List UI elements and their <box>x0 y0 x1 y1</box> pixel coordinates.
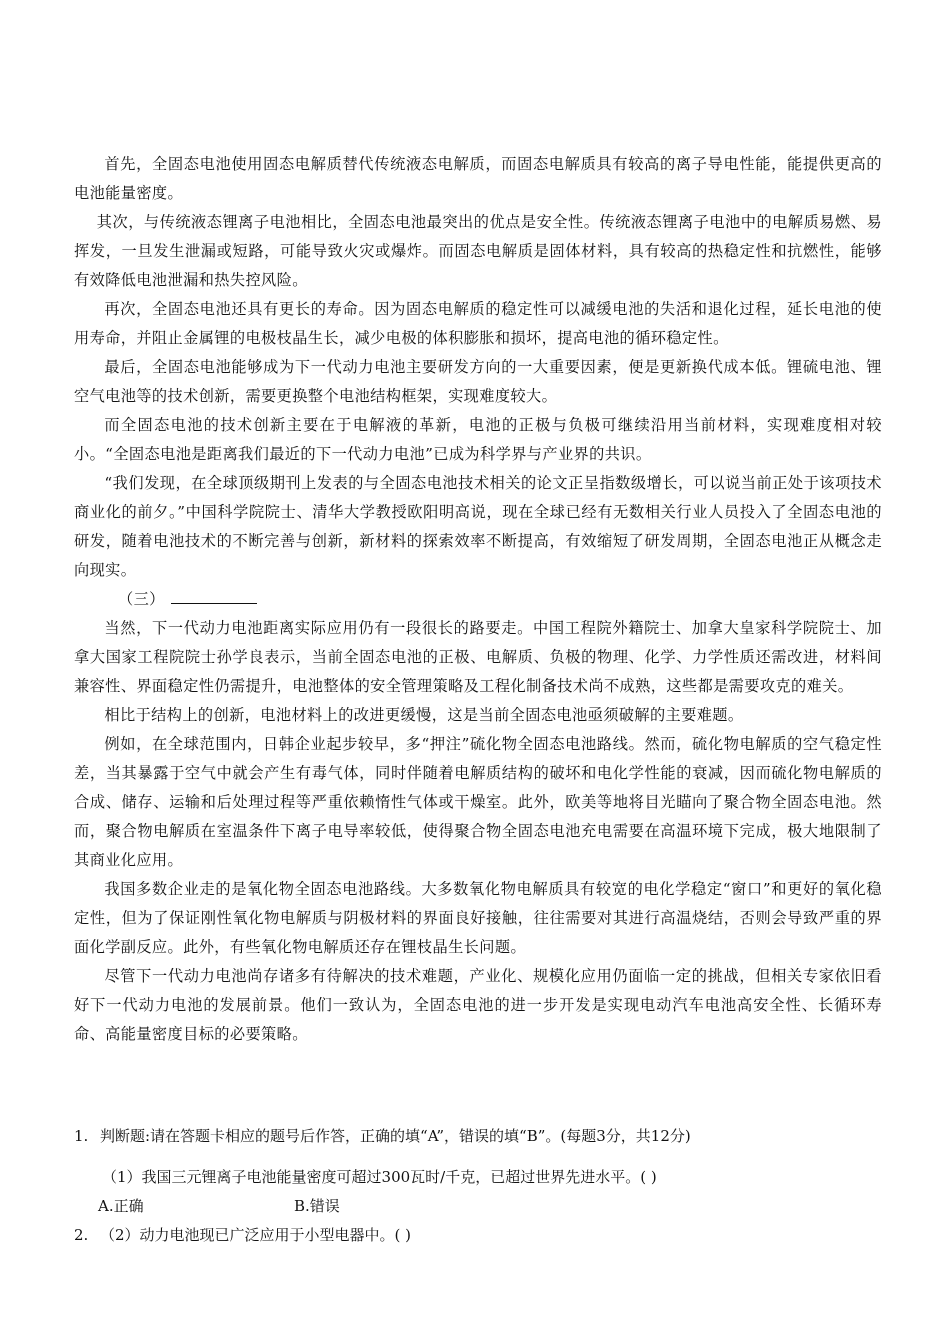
option-b[interactable]: B.错误 <box>294 1197 340 1215</box>
section-title-blank <box>171 589 257 604</box>
paragraph-quote: “我们发现，在全球顶级期刊上发表的与全固态电池技术相关的论文正呈指数级增长，可以说当前正处于该项技术商业化的前夕。”中国科学院院士、清华大学教授欧阳明高说，现在全球已经有无数相关行业人员投入了全固态电池的研发，随着电池技术的不断完善与创新，新材料的探索效率不断提高，有效缩短了研发周期，全固态电池正从概念走向现实。 <box>74 474 882 579</box>
question-1-number: 1. <box>74 1127 89 1145</box>
paragraph-first: 首先，全固态电池使用固态电解质替代传统液态电解质，而固态电解质具有较高的离子导电性能，能提供更高的电池能量密度。 <box>74 155 882 202</box>
paragraph-oxide: 我国多数企业走的是氧化物全固态电池路线。大多数氧化物电解质具有较宽的电化学稳定“窗口”和更好的氧化稳定性，但为了保证刚性氧化物电解质与阴极材料的界面良好接触，往往需要对其进行高温烧结，否则会导致严重的界面化学副反应。此外，有些氧化物电解质还存在锂枝晶生长问题。 <box>74 880 882 956</box>
question-1-instruction <box>74 1122 882 1151</box>
question-2 <box>74 1221 882 1250</box>
question-2-text: （2）动力电池现已广泛应用于小型电器中。( ) <box>100 1226 412 1244</box>
question-1-sub: （1）我国三元锂离子电池能量密度可超过300瓦时/千克，已超过世界先进水平。( ) <box>102 1168 657 1186</box>
questions-section <box>74 1122 882 1250</box>
paragraph-fifth: 而全固态电池的技术创新主要在于电解液的革新，电池的正极与负极可继续沿用当前材料，实现难度相对较小。“全固态电池是距离我们最近的下一代动力电池”已成为科学界与产业界的共识。 <box>74 416 882 463</box>
question-1-options <box>74 1192 882 1221</box>
question-2-number: 2. <box>74 1226 89 1244</box>
paragraph-outlook: 尽管下一代动力电池尚存诸多有待解决的技术难题，产业化、规模化应用仍面临一定的挑战，但相关专家依旧看好下一代动力电池的发展前景。他们一致认为，全固态电池的进一步开发是实现电动汽车电池高安全性、长循环寿命、高能量密度目标的必要策略。 <box>74 967 882 1043</box>
question-1-text: 判断题:请在答题卡相应的题号后作答，正确的填“A”，错误的填“B”。(每题3分，共12分) <box>100 1127 691 1145</box>
paragraph-materials: 相比于结构上的创新，电池材料上的改进更缓慢，这是当前全固态电池亟须破解的主要难题。 <box>104 706 744 724</box>
section-three-heading <box>74 585 882 614</box>
option-a[interactable]: A.正确 <box>98 1197 144 1215</box>
paragraph-challenges: 当然，下一代动力电池距离实际应用仍有一段很长的路要走。中国工程院外籍院士、加拿大皇家科学院院士、加拿大国家工程院院士孙学良表示，当前全固态电池的正极、电解质、负极的物理、化学、力学性质还需改进，材料间兼容性、界面稳定性仍需提升，电池整体的安全管理策略及工程化制备技术尚不成熟，这些都是需要攻克的难关。 <box>74 619 882 695</box>
paragraph-second: 其次，与传统液态锂离子电池相比，全固态电池最突出的优点是安全性。传统液态锂离子电池中的电解质易燃、易挥发，一旦发生泄漏或短路，可能导致火灾或爆炸。而固态电解质是固体材料，具有较高的热稳定性和抗燃性，能够有效降低电池泄漏和热失控风险。 <box>74 213 882 289</box>
section-three-label: （三） <box>118 590 165 608</box>
paragraph-third: 再次，全固态电池还具有更长的寿命。因为固态电解质的稳定性可以减缓电池的失活和退化过程，延长电池的使用寿命，并阻止金属锂的电极枝晶生长，减少电极的体积膨胀和损坏，提高电池的循环稳定性。 <box>74 300 882 347</box>
paragraph-examples: 例如，在全球范围内，日韩企业起步较早，多“押注”硫化物全固态电池路线。然而，硫化物电解质的空气稳定性差，当其暴露于空气中就会产生有毒气体，同时伴随着电解质结构的破坏和电化学性能的衰减，因而硫化物电解质的合成、储存、运输和后处理过程等严重依赖惰性气体或干燥室。此外，欧美等地将目光瞄向了聚合物全固态电池。然而，聚合物电解质在室温条件下离子电导率较低，使得聚合物全固态电池充电需要在高温环境下完成，极大地限制了其商业化应用。 <box>74 735 882 869</box>
article-body <box>74 150 882 1049</box>
paragraph-fourth: 最后，全固态电池能够成为下一代动力电池主要研发方向的一大重要因素，便是更新换代成本低。锂硫电池、锂空气电池等的技术创新，需要更换整个电池结构框架，实现难度较大。 <box>74 358 882 405</box>
